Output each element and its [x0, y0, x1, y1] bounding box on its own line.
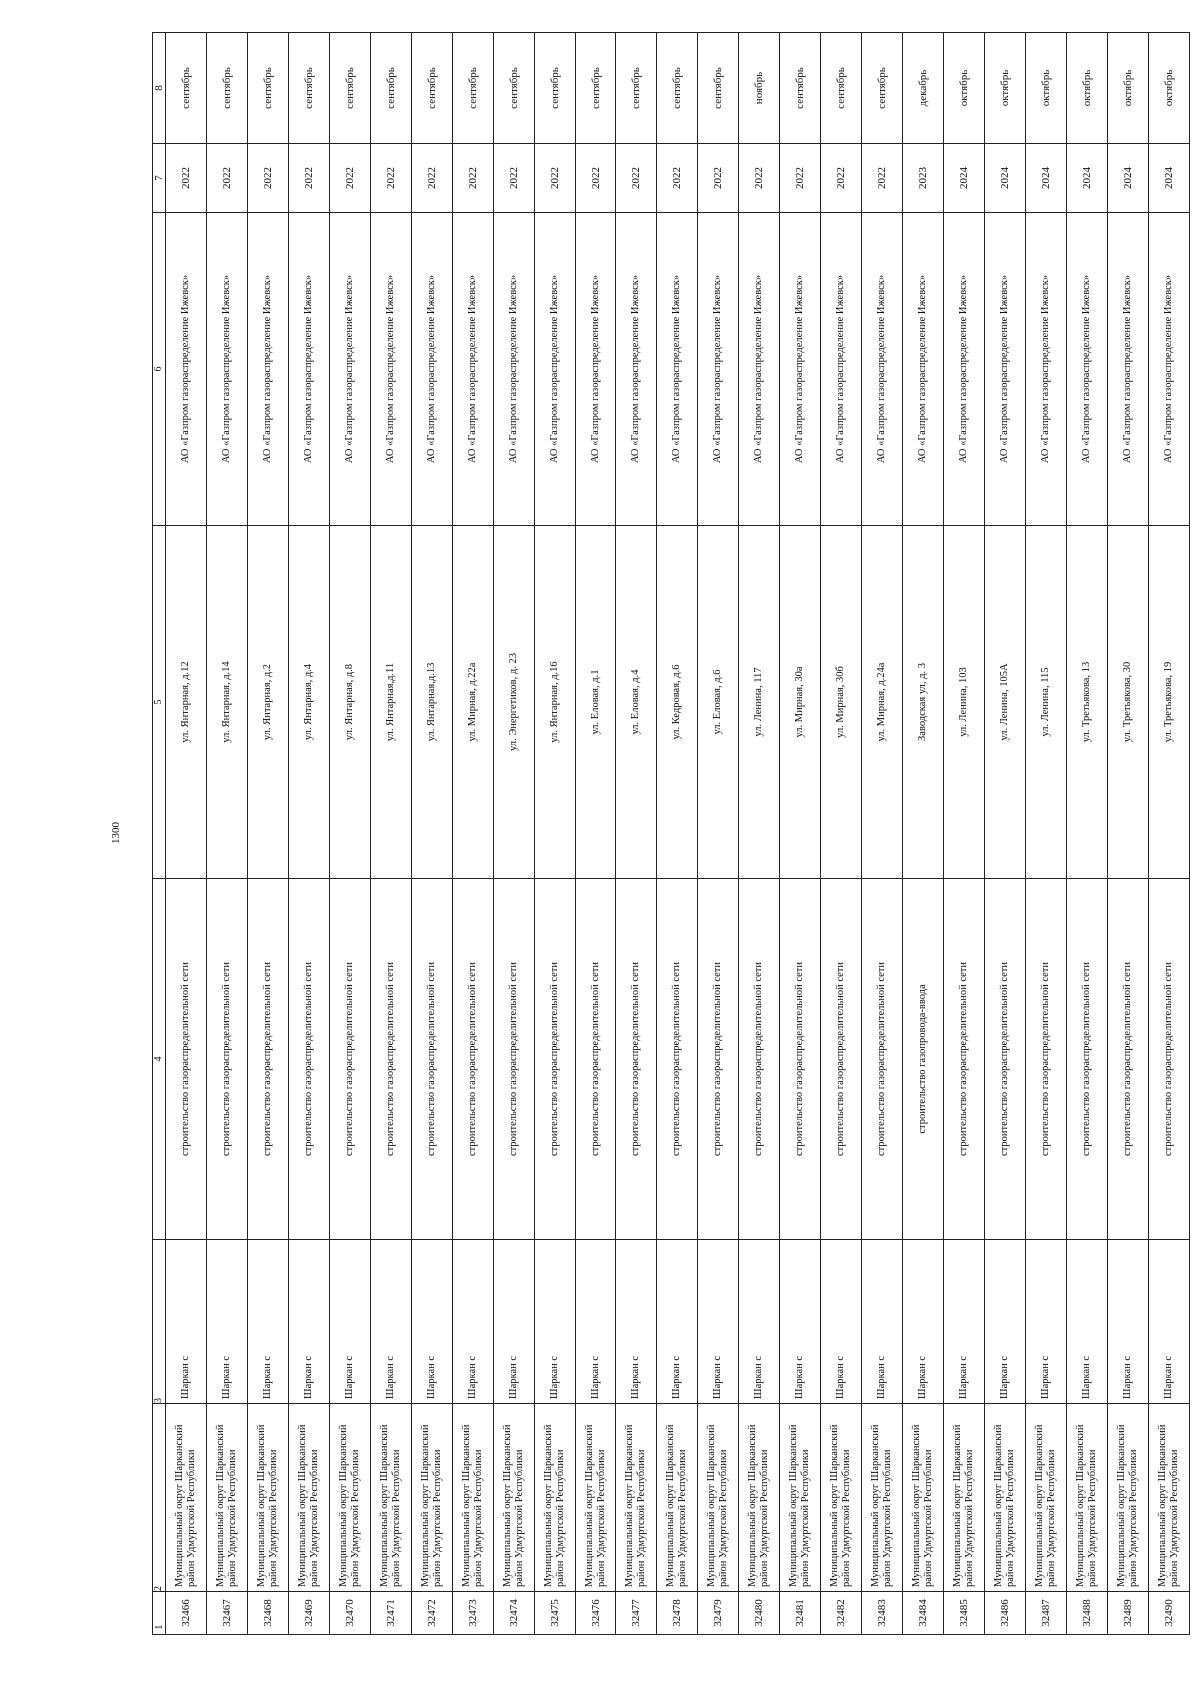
- row-number: 32480: [739, 1592, 780, 1635]
- municipality-cell: Муниципальный округ Шарканский район Удмуртской Республики: [288, 1404, 329, 1592]
- row-number: 32481: [780, 1592, 821, 1635]
- work-type-cell: строительство газораспределительной сети: [575, 879, 616, 1240]
- address-cell: ул. Третьякова, 19: [1148, 526, 1189, 879]
- work-type-cell: строительство газораспределительной сети: [739, 879, 780, 1240]
- address-cell: Заводская ул, д. 3: [903, 526, 944, 879]
- year-cell: 2024: [985, 144, 1026, 213]
- settlement-cell: Шаркан с: [452, 1240, 493, 1404]
- work-type-cell: строительство газораспределительной сети: [780, 879, 821, 1240]
- month-cell: октябрь: [1107, 33, 1148, 144]
- row-number: 32472: [411, 1592, 452, 1635]
- settlement-cell: Шаркан с: [166, 1240, 207, 1404]
- column-header-8: 8: [153, 33, 166, 144]
- table-row: [1107, 33, 1148, 1635]
- address-cell: ул. Третьякова, 13: [1066, 526, 1107, 879]
- row-number: 32470: [329, 1592, 370, 1635]
- year-cell: 2022: [862, 144, 903, 213]
- year-cell: 2022: [166, 144, 207, 213]
- row-number: 32490: [1148, 1592, 1189, 1635]
- address-cell: ул. Еловая, д.4: [616, 526, 657, 879]
- year-cell: 2022: [698, 144, 739, 213]
- address-cell: ул. Янтарная,д.13: [411, 526, 452, 879]
- table-row: [534, 33, 575, 1635]
- municipality-cell: Муниципальный округ Шарканский район Удмуртской Республики: [944, 1404, 985, 1592]
- address-cell: ул. Янтарная, д.2: [247, 526, 288, 879]
- organization-cell: АО «Газпром газораспределение Ижевск»: [329, 213, 370, 526]
- settlement-cell: Шаркан с: [206, 1240, 247, 1404]
- year-cell: 2024: [1107, 144, 1148, 213]
- address-cell: ул. Янтарная, д.12: [166, 526, 207, 879]
- settlement-cell: Шаркан с: [534, 1240, 575, 1404]
- work-type-cell: строительство газораспределительной сети: [288, 879, 329, 1240]
- address-cell: ул. Янтарная,д.11: [370, 526, 411, 879]
- settlement-cell: Шаркан с: [821, 1240, 862, 1404]
- row-number: 32469: [288, 1592, 329, 1635]
- work-type-cell: строительство газораспределительной сети: [206, 879, 247, 1240]
- year-cell: 2022: [493, 144, 534, 213]
- row-number: 32486: [985, 1592, 1026, 1635]
- address-cell: ул. Янтарная, д.16: [534, 526, 575, 879]
- year-cell: 2024: [1026, 144, 1067, 213]
- organization-cell: АО «Газпром газораспределение Ижевск»: [370, 213, 411, 526]
- settlement-cell: Шаркан с: [1066, 1240, 1107, 1404]
- month-cell: сентябрь: [616, 33, 657, 144]
- settlement-cell: Шаркан с: [739, 1240, 780, 1404]
- column-header-3: 3: [153, 1240, 166, 1404]
- settlement-cell: Шаркан с: [493, 1240, 534, 1404]
- organization-cell: АО «Газпром газораспределение Ижевск»: [739, 213, 780, 526]
- organization-cell: АО «Газпром газораспределение Ижевск»: [616, 213, 657, 526]
- column-header-4: 4: [153, 879, 166, 1240]
- settlement-cell: Шаркан с: [616, 1240, 657, 1404]
- table-row: [985, 33, 1026, 1635]
- municipality-cell: Муниципальный округ Шарканский район Удмуртской Республики: [1066, 1404, 1107, 1592]
- municipality-cell: Муниципальный округ Шарканский район Удмуртской Республики: [370, 1404, 411, 1592]
- row-number: 32476: [575, 1592, 616, 1635]
- year-cell: 2022: [370, 144, 411, 213]
- month-cell: октябрь: [1148, 33, 1189, 144]
- settlement-cell: Шаркан с: [1026, 1240, 1067, 1404]
- table-row: [780, 33, 821, 1635]
- row-number: 32475: [534, 1592, 575, 1635]
- municipality-cell: Муниципальный округ Шарканский район Удмуртской Республики: [739, 1404, 780, 1592]
- settlement-cell: Шаркан с: [780, 1240, 821, 1404]
- municipality-cell: Муниципальный округ Шарканский район Удмуртской Республики: [1107, 1404, 1148, 1592]
- settlement-cell: Шаркан с: [329, 1240, 370, 1404]
- work-type-cell: строительство газораспределительной сети: [1148, 879, 1189, 1240]
- organization-cell: АО «Газпром газораспределение Ижевск»: [903, 213, 944, 526]
- year-cell: 2022: [780, 144, 821, 213]
- month-cell: сентябрь: [657, 33, 698, 144]
- work-type-cell: строительство газораспределительной сети: [166, 879, 207, 1240]
- municipality-cell: Муниципальный округ Шарканский район Удмуртской Республики: [780, 1404, 821, 1592]
- address-cell: ул. Ленина, 105А: [985, 526, 1026, 879]
- table-body: [166, 33, 1190, 1635]
- row-number: 32467: [206, 1592, 247, 1635]
- settlement-cell: Шаркан с: [411, 1240, 452, 1404]
- year-cell: 2022: [452, 144, 493, 213]
- year-cell: 2024: [1066, 144, 1107, 213]
- rotated-table-frame: [152, 45, 1190, 1635]
- page-number: 1300: [110, 822, 122, 844]
- settlement-cell: Шаркан с: [862, 1240, 903, 1404]
- row-number: 32482: [821, 1592, 862, 1635]
- month-cell: декабрь: [903, 33, 944, 144]
- month-cell: сентябрь: [862, 33, 903, 144]
- organization-cell: АО «Газпром газораспределение Ижевск»: [452, 213, 493, 526]
- organization-cell: АО «Газпром газораспределение Ижевск»: [821, 213, 862, 526]
- work-type-cell: строительство газораспределительной сети: [985, 879, 1026, 1240]
- row-number: 32474: [493, 1592, 534, 1635]
- work-type-cell: строительство газораспределительной сети: [329, 879, 370, 1240]
- organization-cell: АО «Газпром газораспределение Ижевск»: [493, 213, 534, 526]
- organization-cell: АО «Газпром газораспределение Ижевск»: [534, 213, 575, 526]
- organization-cell: АО «Газпром газораспределение Ижевск»: [288, 213, 329, 526]
- work-type-cell: строительство газораспределительной сети: [1107, 879, 1148, 1240]
- work-type-cell: строительство газораспределительной сети: [821, 879, 862, 1240]
- organization-cell: АО «Газпром газораспределение Ижевск»: [411, 213, 452, 526]
- work-type-cell: строительство газораспределительной сети: [1066, 879, 1107, 1240]
- year-cell: 2022: [411, 144, 452, 213]
- month-cell: сентябрь: [247, 33, 288, 144]
- row-number: 32473: [452, 1592, 493, 1635]
- month-cell: сентябрь: [288, 33, 329, 144]
- month-cell: сентябрь: [534, 33, 575, 144]
- settlement-cell: Шаркан с: [575, 1240, 616, 1404]
- work-type-cell: строительство газораспределительной сети: [370, 879, 411, 1240]
- table-row: [821, 33, 862, 1635]
- organization-cell: АО «Газпром газораспределение Ижевск»: [944, 213, 985, 526]
- work-type-cell: строительство газораспределительной сети: [616, 879, 657, 1240]
- address-cell: ул. Ленина, 117: [739, 526, 780, 879]
- row-number: 32466: [166, 1592, 207, 1635]
- settlement-cell: Шаркан с: [903, 1240, 944, 1404]
- row-number: 32478: [657, 1592, 698, 1635]
- month-cell: сентябрь: [493, 33, 534, 144]
- table-row: [166, 33, 207, 1635]
- month-cell: сентябрь: [575, 33, 616, 144]
- municipality-cell: Муниципальный округ Шарканский район Удмуртской Республики: [206, 1404, 247, 1592]
- municipality-cell: Муниципальный округ Шарканский район Удмуртской Республики: [534, 1404, 575, 1592]
- month-cell: октябрь: [1066, 33, 1107, 144]
- municipality-cell: Муниципальный округ Шарканский район Удмуртской Республики: [616, 1404, 657, 1592]
- work-type-cell: строительство газораспределительной сети: [657, 879, 698, 1240]
- work-type-cell: строительство газораспределительной сети: [534, 879, 575, 1240]
- municipality-cell: Муниципальный округ Шарканский район Удмуртской Республики: [452, 1404, 493, 1592]
- row-number: 32468: [247, 1592, 288, 1635]
- organization-cell: АО «Газпром газораспределение Ижевск»: [698, 213, 739, 526]
- column-header-1: 1: [153, 1592, 166, 1635]
- year-cell: 2022: [575, 144, 616, 213]
- table-row: [1066, 33, 1107, 1635]
- month-cell: октябрь: [944, 33, 985, 144]
- column-header-2: 2: [153, 1404, 166, 1592]
- address-cell: ул. Третьякова, 30: [1107, 526, 1148, 879]
- organization-cell: АО «Газпром газораспределение Ижевск»: [985, 213, 1026, 526]
- work-type-cell: строительство газораспределительной сети: [862, 879, 903, 1240]
- municipality-cell: Муниципальный округ Шарканский район Удмуртской Республики: [985, 1404, 1026, 1592]
- organization-cell: АО «Газпром газораспределение Ижевск»: [1107, 213, 1148, 526]
- month-cell: сентябрь: [411, 33, 452, 144]
- year-cell: 2022: [288, 144, 329, 213]
- municipality-cell: Муниципальный округ Шарканский район Удмуртской Республики: [821, 1404, 862, 1592]
- settlement-cell: Шаркан с: [370, 1240, 411, 1404]
- municipality-cell: Муниципальный округ Шарканский район Удмуртской Республики: [493, 1404, 534, 1592]
- settlement-cell: Шаркан с: [657, 1240, 698, 1404]
- table-row: [1148, 33, 1189, 1635]
- municipality-cell: Муниципальный округ Шарканский район Удмуртской Республики: [698, 1404, 739, 1592]
- row-number: 32489: [1107, 1592, 1148, 1635]
- work-type-cell: строительство газораспределительной сети: [411, 879, 452, 1240]
- address-cell: ул. Мирная, д.22а: [452, 526, 493, 879]
- organization-cell: АО «Газпром газораспределение Ижевск»: [657, 213, 698, 526]
- organization-cell: АО «Газпром газораспределение Ижевск»: [247, 213, 288, 526]
- year-cell: 2022: [657, 144, 698, 213]
- address-cell: ул. Энергетиков, д. 23: [493, 526, 534, 879]
- row-number: 32484: [903, 1592, 944, 1635]
- table-row: [411, 33, 452, 1635]
- address-cell: ул. Ленина, 115: [1026, 526, 1067, 879]
- address-cell: ул. Янтарная, д.14: [206, 526, 247, 879]
- address-cell: ул. Янтарная, д.8: [329, 526, 370, 879]
- table-row: [903, 33, 944, 1635]
- row-number: 32487: [1026, 1592, 1067, 1635]
- year-cell: 2024: [944, 144, 985, 213]
- month-cell: сентябрь: [329, 33, 370, 144]
- work-type-cell: строительство газораспределительной сети: [493, 879, 534, 1240]
- row-number: 32488: [1066, 1592, 1107, 1635]
- month-cell: ноябрь: [739, 33, 780, 144]
- table-header-row: [153, 33, 166, 1635]
- address-cell: ул. Еловая, д.1: [575, 526, 616, 879]
- municipality-cell: Муниципальный округ Шарканский район Удмуртской Республики: [166, 1404, 207, 1592]
- municipality-cell: Муниципальный округ Шарканский район Удмуртской Республики: [862, 1404, 903, 1592]
- table-row: [452, 33, 493, 1635]
- month-cell: сентябрь: [821, 33, 862, 144]
- data-table: [152, 32, 1190, 1635]
- address-cell: ул. Янтарная, д.4: [288, 526, 329, 879]
- year-cell: 2022: [739, 144, 780, 213]
- address-cell: ул. Еловая, д.6: [698, 526, 739, 879]
- table-row: [739, 33, 780, 1635]
- year-cell: 2022: [616, 144, 657, 213]
- organization-cell: АО «Газпром газораспределение Ижевск»: [862, 213, 903, 526]
- organization-cell: АО «Газпром газораспределение Ижевск»: [1066, 213, 1107, 526]
- work-type-cell: строительство газопровода-ввода: [903, 879, 944, 1240]
- table-row: [247, 33, 288, 1635]
- table-row: [862, 33, 903, 1635]
- organization-cell: АО «Газпром газораспределение Ижевск»: [780, 213, 821, 526]
- municipality-cell: Муниципальный округ Шарканский район Удмуртской Республики: [329, 1404, 370, 1592]
- address-cell: ул. Мирная, 30а: [780, 526, 821, 879]
- month-cell: сентябрь: [166, 33, 207, 144]
- row-number: 32471: [370, 1592, 411, 1635]
- work-type-cell: строительство газораспределительной сети: [1026, 879, 1067, 1240]
- year-cell: 2022: [247, 144, 288, 213]
- row-number: 32485: [944, 1592, 985, 1635]
- row-number: 32479: [698, 1592, 739, 1635]
- settlement-cell: Шаркан с: [985, 1240, 1026, 1404]
- row-number: 32477: [616, 1592, 657, 1635]
- municipality-cell: Муниципальный округ Шарканский район Удмуртской Республики: [1026, 1404, 1067, 1592]
- column-header-7: 7: [153, 144, 166, 213]
- month-cell: сентябрь: [780, 33, 821, 144]
- address-cell: ул. Мирная, д.24а: [862, 526, 903, 879]
- address-cell: ул. Мирная, 30б: [821, 526, 862, 879]
- table-row: [370, 33, 411, 1635]
- month-cell: сентябрь: [206, 33, 247, 144]
- municipality-cell: Муниципальный округ Шарканский район Удмуртской Республики: [657, 1404, 698, 1592]
- organization-cell: АО «Газпром газораспределение Ижевск»: [575, 213, 616, 526]
- municipality-cell: Муниципальный округ Шарканский район Удмуртской Республики: [247, 1404, 288, 1592]
- year-cell: 2024: [1148, 144, 1189, 213]
- work-type-cell: строительство газораспределительной сети: [944, 879, 985, 1240]
- month-cell: сентябрь: [452, 33, 493, 144]
- table-row: [206, 33, 247, 1635]
- month-cell: октябрь: [985, 33, 1026, 144]
- table-row: [698, 33, 739, 1635]
- month-cell: октябрь: [1026, 33, 1067, 144]
- municipality-cell: Муниципальный округ Шарканский район Удмуртской Республики: [1148, 1404, 1189, 1592]
- year-cell: 2022: [206, 144, 247, 213]
- table-row: [493, 33, 534, 1635]
- settlement-cell: Шаркан с: [288, 1240, 329, 1404]
- table-row: [1026, 33, 1067, 1635]
- address-cell: ул. Кедровая, д.6: [657, 526, 698, 879]
- table-row: [329, 33, 370, 1635]
- column-header-6: 6: [153, 213, 166, 526]
- municipality-cell: Муниципальный округ Шарканский район Удмуртской Республики: [411, 1404, 452, 1592]
- organization-cell: АО «Газпром газораспределение Ижевск»: [206, 213, 247, 526]
- year-cell: 2022: [329, 144, 370, 213]
- year-cell: 2022: [534, 144, 575, 213]
- settlement-cell: Шаркан с: [944, 1240, 985, 1404]
- year-cell: 2022: [821, 144, 862, 213]
- settlement-cell: Шаркан с: [698, 1240, 739, 1404]
- table-row: [575, 33, 616, 1635]
- municipality-cell: Муниципальный округ Шарканский район Удмуртской Республики: [903, 1404, 944, 1592]
- row-number: 32483: [862, 1592, 903, 1635]
- settlement-cell: Шаркан с: [1148, 1240, 1189, 1404]
- settlement-cell: Шаркан с: [247, 1240, 288, 1404]
- work-type-cell: строительство газораспределительной сети: [452, 879, 493, 1240]
- organization-cell: АО «Газпром газораспределение Ижевск»: [1026, 213, 1067, 526]
- address-cell: ул. Ленина, 103: [944, 526, 985, 879]
- table-row: [944, 33, 985, 1635]
- month-cell: сентябрь: [698, 33, 739, 144]
- year-cell: 2023: [903, 144, 944, 213]
- table-row: [616, 33, 657, 1635]
- table-row: [657, 33, 698, 1635]
- work-type-cell: строительство газораспределительной сети: [247, 879, 288, 1240]
- municipality-cell: Муниципальный округ Шарканский район Удмуртской Республики: [575, 1404, 616, 1592]
- column-header-5: 5: [153, 526, 166, 879]
- month-cell: сентябрь: [370, 33, 411, 144]
- table-row: [288, 33, 329, 1635]
- organization-cell: АО «Газпром газораспределение Ижевск»: [166, 213, 207, 526]
- settlement-cell: Шаркан с: [1107, 1240, 1148, 1404]
- work-type-cell: строительство газораспределительной сети: [698, 879, 739, 1240]
- organization-cell: АО «Газпром газораспределение Ижевск»: [1148, 213, 1189, 526]
